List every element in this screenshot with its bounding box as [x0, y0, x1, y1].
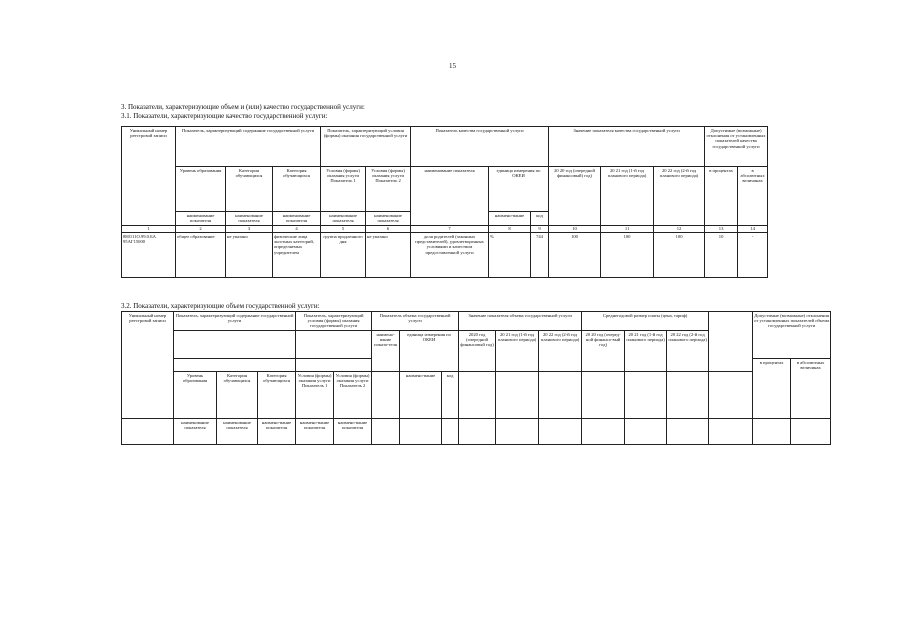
header-allowed-deviation: Допустимые (возможные) отклонения от установленных показателей качества государственной услуги	[705, 127, 768, 167]
t2-header-spacer	[582, 371, 625, 418]
cell-year-2: 100	[601, 233, 654, 278]
col-number: 1	[122, 226, 176, 233]
t2-header-volume-value: Значение показателя объема государственной услуги	[459, 312, 582, 331]
header-name-4: наименование показателя	[321, 212, 366, 226]
t2-header-content-spacer-2	[174, 358, 296, 371]
t2-header-name-3: наимено-вание показателя	[258, 418, 296, 444]
t2-header-spacer	[625, 371, 667, 418]
col-number: 3	[226, 226, 273, 233]
t2-header-conditions-spacer	[296, 330, 372, 358]
t2-cell-blank	[122, 418, 174, 444]
header-level: Уровень образования	[176, 167, 226, 212]
cell-year-1: 100	[549, 233, 601, 278]
t2-header-price-year-2: 20 21 год (1-й год планового периода)	[625, 330, 667, 371]
t2-header-volume-indicator: Показатель объема государственной услуги	[372, 312, 459, 331]
cell-indicator: доля родителей (законных представителей), удовлетворенных условиями и качеством предоставленной услуги	[411, 233, 489, 278]
header-unit: единица измерения по ОКЕИ	[489, 167, 549, 212]
t2-cell-blank	[709, 418, 753, 444]
cell-condition-2: не указано	[366, 233, 411, 278]
col-number: 10	[549, 226, 601, 233]
t2-header-content-spacer	[174, 330, 296, 358]
t2-header-volume-year-2: 20 21 год (1-й год планового периода)	[496, 330, 539, 371]
t2-header-unique-number: Уникальный номер реестровой записи	[122, 312, 174, 419]
t2-header-name-4: наимено-вание показателя	[296, 418, 334, 444]
header-quality-value: Значение показателя качества государственной услуги	[549, 127, 705, 167]
header-quality-indicator: Показатель качества государственной услуги	[411, 127, 549, 167]
col-number: 11	[601, 226, 654, 233]
t2-header-name-spacer	[372, 371, 400, 418]
t2-header-category-2: Категория обучающихся	[258, 371, 296, 418]
t2-cell-blank	[667, 418, 709, 444]
col-number: 13	[705, 226, 738, 233]
t2-header-conditions-indicator: Показатель, характеризующий условия (формы) оказания государственной услуги	[296, 312, 372, 331]
col-number: 12	[654, 226, 705, 233]
header-year-2: 20 21 год (1-й год планового периода)	[601, 167, 654, 226]
header-unit-name: наимено-вание	[489, 212, 531, 226]
t2-header-indicator-name: наимено-вание показа-теля	[372, 330, 400, 371]
col-number: 4	[273, 226, 321, 233]
header-name-1: наименование показателя	[176, 212, 226, 226]
t2-cell-blank	[582, 418, 625, 444]
t2-header-unit-code: код	[442, 371, 459, 418]
col-number: 7	[411, 226, 489, 233]
t2-cell-blank	[791, 418, 831, 444]
t2-cell-blank	[372, 418, 400, 444]
t2-header-spacer	[709, 371, 753, 418]
col-number: 2	[176, 226, 226, 233]
header-percent: в процентах	[705, 167, 738, 226]
t2-header-name-5: наимено-вание показателя	[334, 418, 372, 444]
t2-header-volume-year-1: 2020 год (очередной финансовый год)	[459, 330, 496, 371]
cell-condition-1: группа продленного дня	[321, 233, 366, 278]
t2-header-percent: в процентах	[753, 358, 791, 418]
t2-cell-blank	[496, 418, 539, 444]
t2-header-spacer	[459, 371, 496, 418]
t2-cell-blank	[459, 418, 496, 444]
section-3-1-title: 3.1. Показатели, характеризующие качество государственной услуги:	[121, 112, 328, 120]
t2-header-spacer	[496, 371, 539, 418]
t2-cell-blank	[625, 418, 667, 444]
t2-header-condition-2: Условия (формы) оказания услуги Показатель 2	[334, 371, 372, 418]
t2-cell-blank	[753, 418, 791, 444]
header-content-indicator: Показатель, характеризующий содержание государственной услуги	[176, 127, 321, 167]
t2-header-price-year-1: 20 20 год (очеред-ной финансо-вый год)	[582, 330, 625, 371]
t2-header-unit: единица измерения по ОКЕИ	[400, 330, 459, 371]
cell-category-2: физические лица льготных категорий, определяемых учредителем	[273, 233, 321, 278]
t2-header-name-1: наименование показателя	[174, 418, 217, 444]
t2-header-price-year-3: 20 22 год (2-й год планового периода)	[667, 330, 709, 371]
t2-header-filler	[709, 312, 753, 372]
t2-header-volume-year-3: 20 22 год (2-й год планового периода)	[539, 330, 582, 371]
header-condition-2: Условия (формы) оказания услуги Показатель 2	[366, 167, 411, 212]
section-3-title: 3. Показатели, характеризующие объем и (или) качество государственной услуги:	[121, 103, 365, 111]
col-number: 5	[321, 226, 366, 233]
cell-code: 744	[531, 233, 549, 278]
cell-absolute: -	[738, 233, 768, 278]
header-category: Категория обучающихся	[226, 167, 273, 212]
col-number: 8	[489, 226, 531, 233]
col-number: 9	[531, 226, 549, 233]
t2-header-spacer	[667, 371, 709, 418]
header-category-2: Категория обучающихся	[273, 167, 321, 212]
quality-indicators-table	[121, 126, 768, 278]
t2-cell-blank	[442, 418, 459, 444]
cell-unique-number: 880111О.99.0.БА 95АГ15000	[122, 233, 176, 278]
cell-category: не указано	[226, 233, 273, 278]
cell-percent: 10	[705, 233, 738, 278]
t2-header-unit-name: наимено-вание	[400, 371, 442, 418]
volume-indicators-table	[121, 311, 831, 445]
cell-unit: %	[489, 233, 531, 278]
header-name-5: наименование показателя	[366, 212, 411, 226]
t2-header-allowed-deviation: Допустимые (возможные) отклонения от установленных показателей объема государственной услуги	[753, 312, 831, 359]
header-name-2: наименование показателя	[226, 212, 273, 226]
cell-year-3: 100	[654, 233, 705, 278]
header-conditions-indicator: Показатель, характеризующий условия (формы) оказания государственной услуги	[321, 127, 411, 167]
t2-header-category: Категория обучающихся	[217, 371, 258, 418]
header-year-3: 20 22 год (2-й год планового периода)	[654, 167, 705, 226]
section-3-2-title: 3.2. Показатели, характеризующие объем государственной услуги:	[121, 302, 320, 310]
cell-level: общее образование	[176, 233, 226, 278]
col-number: 6	[366, 226, 411, 233]
header-unique-number: Уникальный номер реестровой записи	[122, 127, 176, 226]
t2-header-condition-1: Условия (формы) оказания услуги Показатель 1	[296, 371, 334, 418]
col-number: 14	[738, 226, 768, 233]
header-condition-1: Условия (формы) оказания услуги Показатель 1	[321, 167, 366, 212]
t2-cell-blank	[400, 418, 442, 444]
t2-header-level: Уровень образования	[174, 371, 217, 418]
page-number: 15	[449, 62, 456, 70]
t2-header-average-price: Среднегодовой размер платы (цена, тариф)	[582, 312, 709, 331]
header-absolute: в абсолютных величинах	[738, 167, 768, 226]
t2-cell-blank	[539, 418, 582, 444]
header-name-3: наименование показателя	[273, 212, 321, 226]
t2-header-content-indicator: Показатель, характеризующий содержание государственной услуги	[174, 312, 296, 331]
header-unit-code: код	[531, 212, 549, 226]
t2-header-absolute: в абсолютных величинах	[791, 358, 831, 418]
t2-header-conditions-spacer-2	[296, 358, 372, 371]
t2-header-name-2: наименование показателя	[217, 418, 258, 444]
header-indicator-name: наименование показателя	[411, 167, 489, 226]
t2-header-spacer	[539, 371, 582, 418]
header-year-1: 20 20 год (очередной финансовый) год)	[549, 167, 601, 226]
